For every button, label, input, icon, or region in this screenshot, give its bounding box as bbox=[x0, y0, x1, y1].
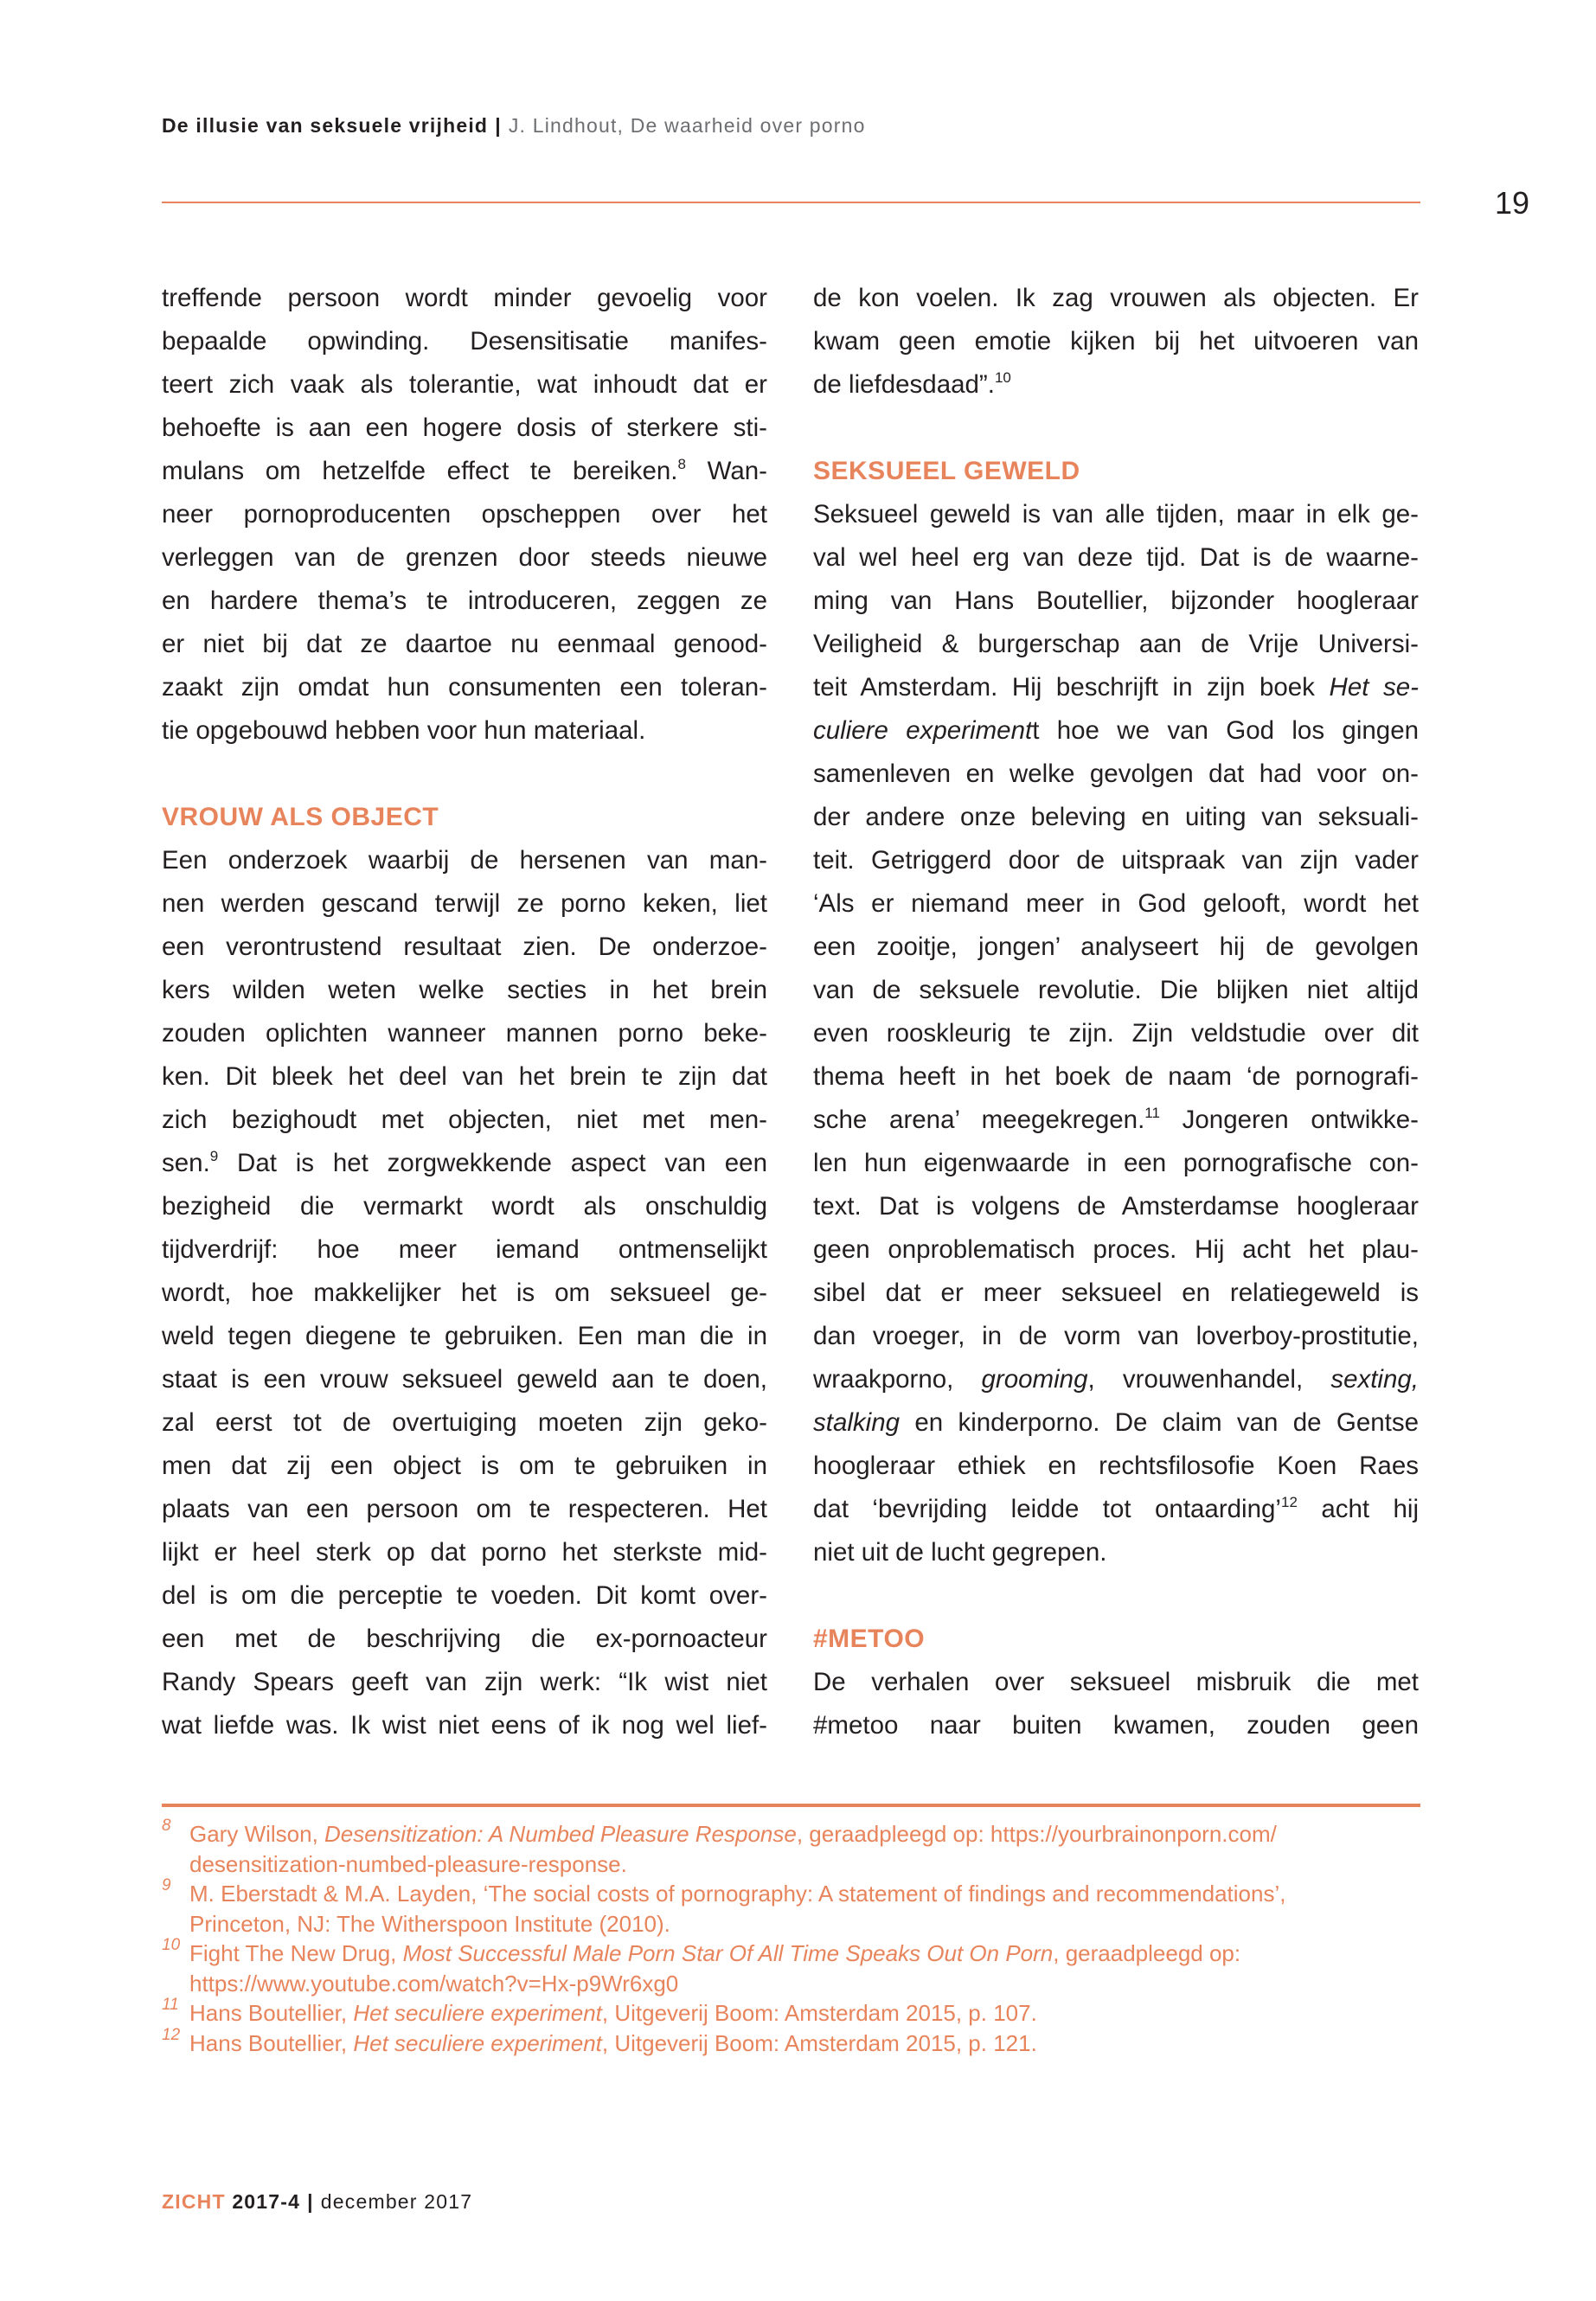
footnote: 10 Fight The New Drug, Most Successful Male Porn Star Of All Time Speaks Out On Porn, geraadpleegd op: https://www.youtube.com/watch?v=Hx-p9Wr6xg0 bbox=[162, 1939, 1433, 1998]
text-line: culiere experimentt hoe we van God los gingen bbox=[813, 716, 1420, 745]
text-line: sen.$^9$ Dat is het zorgwekkende aspect van een bbox=[162, 1148, 767, 1177]
footnote-rule bbox=[162, 1804, 1420, 1807]
footnotes bbox=[162, 1819, 1433, 2058]
text-line: zich bezighoudt met objecten, niet met men- bbox=[162, 1106, 767, 1134]
text-line: plaats van een persoon om te respecteren. Het bbox=[162, 1495, 767, 1523]
text-line: lijkt er heel sterk op dat porno het sterkste mid- bbox=[162, 1538, 767, 1567]
text-line: kers wilden weten welke secties in het brein bbox=[162, 976, 767, 1004]
issue-date: december 2017 bbox=[320, 2190, 473, 2213]
footnote-ref: 12 bbox=[1280, 1494, 1298, 1510]
article-title: De illusie van seksuele vrijheid bbox=[162, 114, 489, 137]
text-line: treffende persoon wordt minder gevoelig voor bbox=[162, 284, 767, 312]
text-line: de kon voelen. Ik zag vrouwen als objecten. Er bbox=[813, 284, 1419, 312]
text-line: tie opgebouwd hebben voor hun materiaal. bbox=[162, 716, 646, 745]
section-heading: SEKSUEEL GEWELD bbox=[813, 457, 1080, 485]
text-line: wordt, hoe makkelijker het is om seksueel ge- bbox=[162, 1279, 767, 1307]
text-line: dat ‘bevrijding leidde tot ontaarding’$^{12}$ acht hij bbox=[813, 1494, 1419, 1523]
text-line: een verontrustend resultaat zien. De onderzoe- bbox=[162, 933, 767, 961]
right-column bbox=[813, 277, 1419, 1747]
header-rule bbox=[162, 202, 1420, 203]
text-line: del is om die perceptie te voeden. Dit komt over- bbox=[162, 1581, 767, 1610]
text-line: bepaalde opwinding. Desensitisatie manifes- bbox=[162, 327, 767, 356]
footnote-ref: 8 bbox=[677, 456, 686, 472]
text-line: staat is een vrouw seksueel geweld aan te doen, bbox=[162, 1365, 767, 1394]
text-line: Een onderzoek waarbij de hersenen van man- bbox=[162, 846, 767, 875]
text-line: teit. Getriggerd door de uitspraak van zijn vader bbox=[813, 846, 1419, 875]
footnote-ref: 10 bbox=[994, 369, 1011, 386]
text-line: wat liefde was. Ik wist niet eens of ik nog wel lief- bbox=[162, 1711, 767, 1740]
text-line: geen onproblematisch proces. Hij acht het plau- bbox=[813, 1235, 1419, 1264]
text-line: ken. Dit bleek het deel van het brein te zijn dat bbox=[162, 1062, 767, 1091]
text-line: teert zich vaak als tolerantie, wat inhoudt dat er bbox=[162, 370, 767, 399]
text-line: De verhalen over seksueel misbruik die met bbox=[813, 1668, 1419, 1696]
text-line: neer pornoproducenten opscheppen over het bbox=[162, 500, 767, 529]
article-byline: J. Lindhout, De waarheid over porno bbox=[508, 114, 866, 137]
text-line: der andere onze beleving en uiting van seksuali- bbox=[813, 803, 1419, 831]
text-line: samenleven en welke gevolgen dat had voor on- bbox=[813, 760, 1419, 788]
text-line: zouden oplichten wanneer mannen porno beke- bbox=[162, 1019, 767, 1048]
footnote: 9 M. Eberstadt & M.A. Layden, ‘The social costs of pornography: A statement of findings and recommendations’, Princeton, NJ: The Witherspoon Institute (2010). bbox=[162, 1879, 1433, 1939]
section-heading: VROUW ALS OBJECT bbox=[162, 803, 439, 831]
footnote-number: 11 bbox=[162, 1996, 179, 2014]
text-line: een zooitje, jongen’ analyseert hij de gevolgen bbox=[813, 933, 1419, 961]
magazine-name: ZICHT bbox=[162, 2190, 226, 2213]
text-line: sche arena’ meegekregen.$^{11}$ Jongeren ontwikke- bbox=[813, 1105, 1419, 1134]
text-line: weld tegen diegene te gebruiken. Een man die in bbox=[162, 1322, 767, 1350]
text-line: kwam geen emotie kijken bij het uitvoeren van bbox=[813, 327, 1419, 356]
text-line: Randy Spears geeft van zijn werk: “Ik wist niet bbox=[162, 1668, 767, 1696]
text-line: sibel dat er meer seksueel en relatiegeweld is bbox=[813, 1279, 1419, 1307]
text-line: nen werden gescand terwijl ze porno keken, liet bbox=[162, 889, 767, 918]
text-line: stalking en kinderporno. De claim van de Gentse bbox=[813, 1408, 1419, 1437]
text-line: verleggen van de grenzen door steeds nieuwe bbox=[162, 543, 767, 572]
footnote: 8 Gary Wilson, Desensitization: A Numbed Pleasure Response, geraadpleegd op: https://yourbrainonporn.com/ desensitization-numbed-pleasure-response. bbox=[162, 1819, 1433, 1879]
text-line: val wel heel erg van deze tijd. Dat is de waarne- bbox=[813, 543, 1419, 572]
text-line: Veiligheid & burgerschap aan de Vrije Universi- bbox=[813, 630, 1419, 658]
footnote: 11 Hans Boutellier, Het seculiere experiment, Uitgeverij Boom: Amsterdam 2015, p. 107. bbox=[162, 1998, 1433, 2029]
text-line: een met de beschrijving die ex-pornoacteur bbox=[162, 1625, 767, 1653]
text-line: text. Dat is volgens de Amsterdamse hoogleraar bbox=[813, 1192, 1419, 1221]
text-line: even rooskleurig te zijn. Zijn veldstudie over dit bbox=[813, 1019, 1419, 1048]
footer-separator: | bbox=[307, 2190, 314, 2213]
text-line: van de seksuele revolutie. Die blijken niet altijd bbox=[813, 976, 1419, 1004]
text-line: men dat zij een object is om te gebruiken in bbox=[162, 1452, 767, 1480]
text-line: tijdverdrijf: hoe meer iemand ontmenselijkt bbox=[162, 1235, 767, 1264]
issue-number: 2017-4 bbox=[232, 2190, 301, 2213]
text-line: zal eerst tot de overtuiging moeten zijn geko- bbox=[162, 1408, 767, 1437]
footnote-number: 10 bbox=[162, 1936, 181, 1954]
text-line: teit Amsterdam. Hij beschrijft in zijn boek Het se- bbox=[813, 673, 1419, 702]
text-line: de liefdesdaad”.$^{10}$ bbox=[813, 369, 1011, 399]
text-line: bezigheid die vermarkt wordt als onschuldig bbox=[162, 1192, 767, 1221]
footnote: 12 Hans Boutellier, Het seculiere experiment, Uitgeverij Boom: Amsterdam 2015, p. 121. bbox=[162, 2029, 1433, 2059]
left-column bbox=[162, 277, 767, 1747]
footnote-ref: 9 bbox=[209, 1148, 219, 1164]
text-line: #metoo naar buiten kwamen, zouden geen bbox=[813, 1711, 1419, 1740]
footnote-number: 9 bbox=[162, 1876, 171, 1894]
text-line: ‘Als er niemand meer in God gelooft, wordt het bbox=[813, 889, 1419, 918]
text-line: hoogleraar ethiek en rechtsfilosofie Koen Raes bbox=[813, 1452, 1419, 1480]
text-line: niet uit de lucht gegrepen. bbox=[813, 1538, 1107, 1567]
section-heading: #METOO bbox=[813, 1625, 926, 1653]
text-line: zaakt zijn omdat hun consumenten een toleran- bbox=[162, 673, 767, 702]
text-line: ming van Hans Boutellier, bijzonder hoogleraar bbox=[813, 586, 1419, 615]
text-line: en hardere thema’s te introduceren, zeggen ze bbox=[162, 586, 767, 615]
footnote-number: 12 bbox=[162, 2025, 181, 2044]
page-number: 19 bbox=[1495, 185, 1530, 221]
spacer bbox=[813, 407, 1419, 450]
page-footer bbox=[162, 2190, 472, 2214]
running-header bbox=[162, 114, 866, 138]
text-line: er niet bij dat ze daartoe nu eenmaal genood- bbox=[162, 630, 767, 658]
text-line: len hun eigenwaarde in een pornografische con- bbox=[813, 1149, 1419, 1177]
footnote-number: 8 bbox=[162, 1817, 171, 1835]
text-line: dan vroeger, in de vorm van loverboy-prostitutie, bbox=[813, 1322, 1419, 1350]
text-line: wraakporno, grooming, vrouwenhandel, sexting, bbox=[813, 1365, 1419, 1394]
spacer bbox=[813, 1574, 1419, 1618]
spacer bbox=[162, 753, 767, 796]
footnote-ref: 11 bbox=[1144, 1105, 1160, 1121]
text-line: behoefte is aan een hogere dosis of sterkere sti- bbox=[162, 413, 767, 442]
header-separator: | bbox=[495, 114, 502, 137]
text-line: mulans om hetzelfde effect te bereiken.$^8$ Wan- bbox=[162, 456, 767, 485]
text-line: Seksueel geweld is van alle tijden, maar in elk ge- bbox=[813, 500, 1419, 529]
text-line: thema heeft in het boek de naam ‘de pornografi- bbox=[813, 1062, 1419, 1091]
